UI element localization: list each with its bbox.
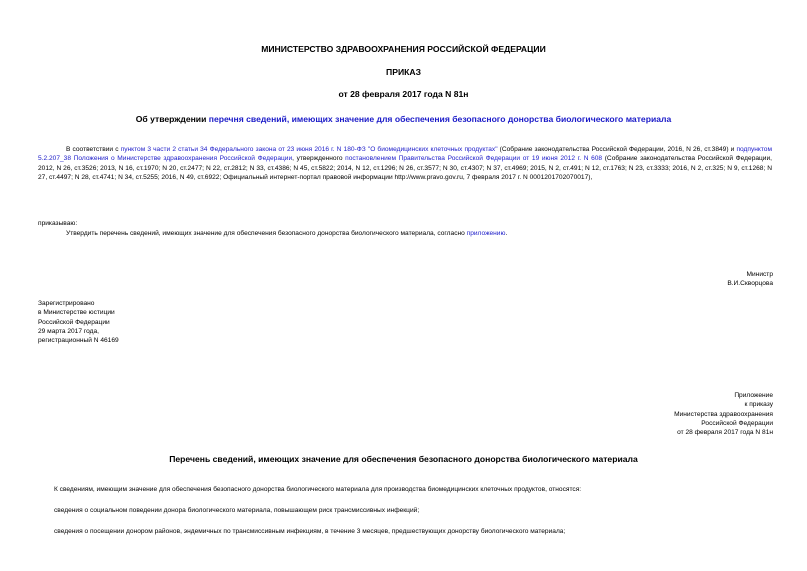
list-title: Перечень сведений, имеющих значение для обеспечения безопасного донорства биологического материала — [169, 454, 638, 464]
signature-position: Министр — [746, 271, 773, 278]
preamble-text-2: (Собрание законодательства Российской Федерации, 2016, N 26, ст.3849) и — [497, 146, 737, 153]
order-paragraph — [66, 229, 507, 238]
appendix-link[interactable]: приложению — [466, 230, 506, 237]
preamble-paragraph — [38, 145, 772, 182]
appendix-line: Министерства здравоохранения — [674, 410, 773, 418]
order-end: . — [505, 230, 508, 237]
order-word: приказываю: — [38, 220, 78, 227]
doc-type-heading: ПРИКАЗ — [386, 67, 421, 77]
order-text: Утвердить перечень сведений, имеющих значение для обеспечения безопасного донорства биологического материала, согласно — [66, 230, 467, 237]
registration-line: Российской Федерации — [38, 318, 110, 326]
preamble-text-3: , утвержденного — [292, 155, 346, 163]
document-title — [0, 114, 807, 124]
appendix-line: Российской Федерации — [701, 419, 773, 427]
appendix-line: к приказу — [744, 401, 773, 409]
preamble-text-1: В соответствии с — [66, 146, 121, 153]
list-intro: К сведениям, имеющим значение для обеспечения безопасного донорства биологического материала для производства биомедицинских клеточных продуктов, относятся: — [54, 486, 582, 493]
appendix-line: Приложение — [734, 392, 773, 399]
title-link[interactable]: перечня сведений, имеющих значение для обеспечения безопасного донорства биологического материала — [208, 114, 672, 124]
title-prefix: Об утверждении — [135, 114, 209, 124]
registration-line: в Министерстве юстиции — [38, 309, 115, 317]
appendix-block — [674, 391, 773, 437]
preamble-text-4: (Собрание законодательства Российской Федерации, 2012, N 26, ст.3526; 2013, N 16, ст.1970; N 20, ст.2477; N 22, ст.2812; N 33, ст.4386; N 45, ст.5822; 2014, N 12, ст.1296; N 26, ст.3577; N 30, ст.4307; N 37, ст.4969; 2015, N 2, ст.491; N 12, ст.1763; N 23, ст.3333; 2016, N 2, ст.325; N 9, ст.1268; N 27, ст.4497; N 28, ст.4741; N 34, ст.5255; 2016, N 49, ст.6922; Официальный интернет-портал правовой информации http://www.pravo.gov.ru, 7 февраля 2017 г. N 0001201702070017), — [38, 155, 772, 181]
signature-block — [727, 270, 773, 289]
doc-date-number: от 28 февраля 2017 года N 81н — [338, 89, 469, 99]
appendix-line: от 28 февраля 2017 года N 81н — [677, 429, 773, 437]
registration-line: 29 марта 2017 года, — [38, 327, 99, 335]
decree-link[interactable]: постановлением Правительства Российской Федерации от 19 июня 2012 г. N 608 — [345, 155, 603, 163]
registration-line: Зарегистрировано — [38, 300, 95, 307]
signature-name: В.И.Скворцова — [727, 280, 773, 288]
list-item: сведения о социальном поведении донора биологического материала, повышающем риск трансмиссивных инфекций; — [54, 507, 420, 514]
list-item: сведения о посещении донором районов, эндемичных по трансмиссивным инфекциям, в течение 3 месяцев, предшествующих донорству биологического материала; — [54, 528, 566, 535]
registration-line: регистрационный N 46169 — [38, 337, 119, 345]
registration-block — [38, 299, 119, 345]
law-link[interactable]: пунктом 3 части 2 статьи 34 Федерального закона от 23 июня 2016 г. N 180-ФЗ "О биомедицинских клеточных продуктах" — [120, 146, 498, 153]
ministry-heading: МИНИСТЕРСТВО ЗДРАВООХРАНЕНИЯ РОССИЙСКОЙ ФЕДЕРАЦИИ — [261, 44, 546, 54]
regulation-link[interactable]: подпунктом 5.2.207_38 Положения о Министерстве здравоохранения Российской Федерации — [38, 146, 772, 163]
